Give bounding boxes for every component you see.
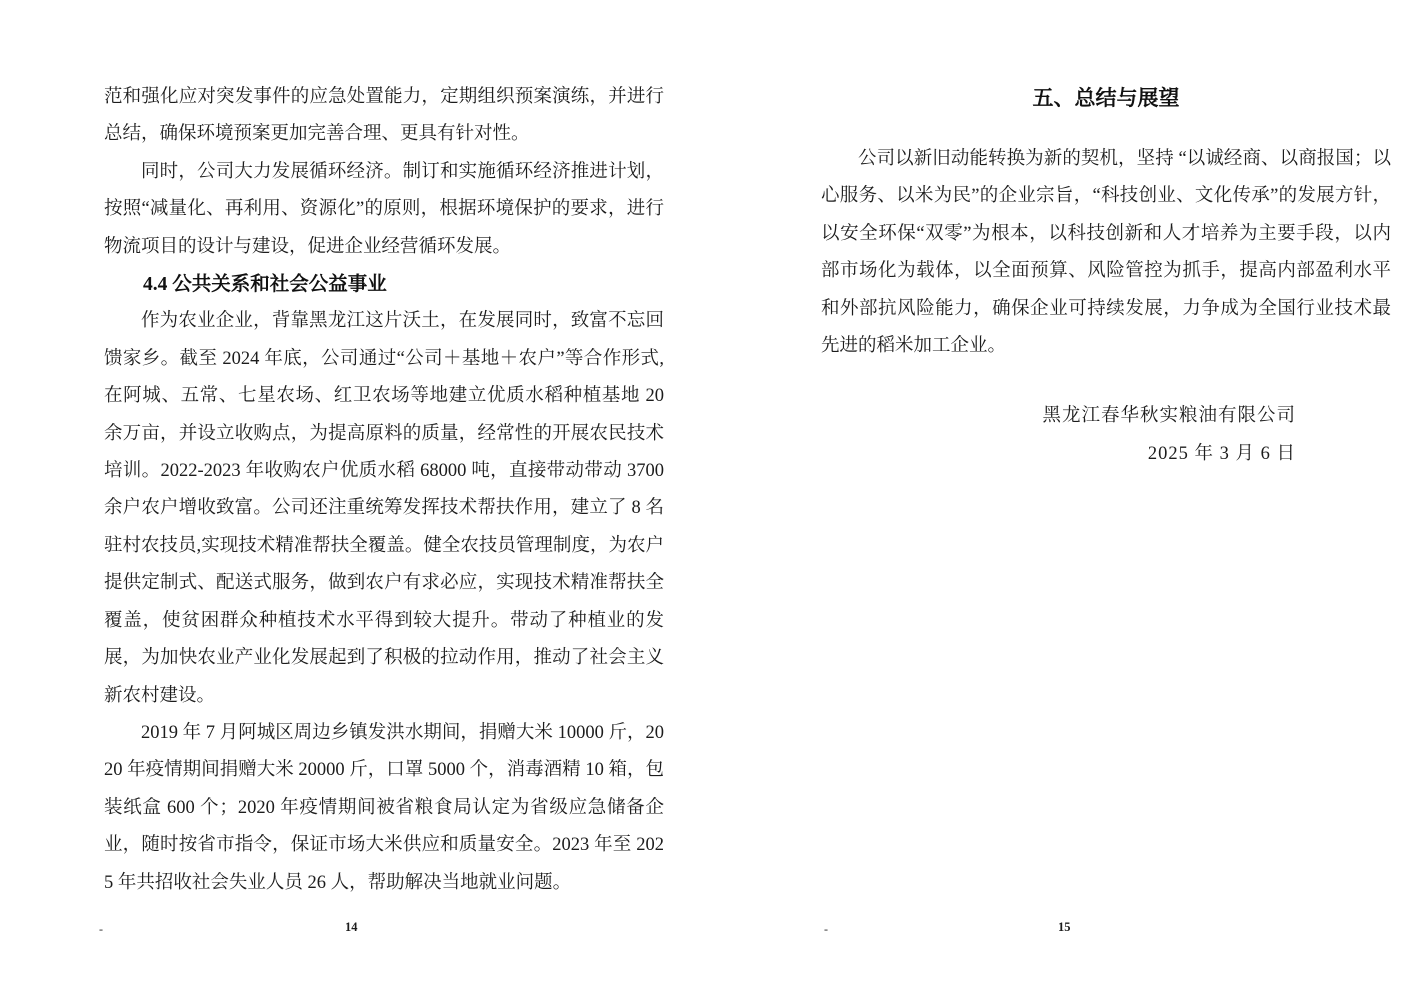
signature-block: [821, 398, 1391, 473]
paragraph-summary-outlook: 公司以新旧动能转换为新的契机，坚持 “以诚经商、以商报国；以心服务、以米为民”的企业宗旨，“科技创业、文化传承”的发展方针，以安全环保“双零”为根本，以科技创新和人才培养为主要手段，以内部市场化为载体，以全面预算、风险管控为抓手，提高内部盈利水平和外部抗风险能力，确保企业可持续发展，力争成为全国行业技术最先进的稻米加工企业。: [821, 149, 1391, 357]
page-15: [821, 79, 1391, 473]
signature-date: 2025 年 3 月 6 日: [1147, 443, 1296, 464]
page-number-15: 15: [1058, 920, 1071, 934]
chapter-heading-summary-outlook: 五、总结与展望: [1032, 87, 1180, 110]
paragraph-circular-economy: 同时，公司大力发展循环经济。制订和实施循环经济推进计划，按照“减量化、再利用、资源化”的原则，根据环境保护的要求，进行物流项目的设计与建设，促进企业经营循环发展。: [104, 161, 664, 257]
paragraph-donations: 2019 年 7 月阿城区周边乡镇发洪水期间，捐赠大米 10000 斤，2020 年疫情期间捐赠大米 20000 斤，口罩 5000 个，消毒酒精 10 箱，包装纸盒 600 个；2020 年疫情期间被省粮食局认定为省级应急储备企业，随时按省市指令，保证市场大米供应和质量安全。2023 年至 2025 年共招收社会失业人员 26 人，帮助解决当地就业问题。: [104, 722, 664, 893]
footer-dash-left: -: [99, 922, 103, 936]
signature-company-name: 黑龙江春华秋实粮油有限公司: [1042, 406, 1296, 427]
paragraph-agriculture-support: 作为农业企业，背靠黑龙江这片沃土，在发展同时，致富不忘回馈家乡。截至 2024 年底，公司通过“公司＋基地＋农户”等合作形式,在阿城、五常、七星农场、红卫农场等地建立优质水稻种植基地 20 余万亩，并设立收购点，为提高原料的质量，经常性的开展农民技术培训。2022-2023 年收购农户优质水稻 68000 吨，直接带动带动 3700 余户农户增收致富。公司还注重统筹发挥技术帮扶作用，建立了 8 名驻村农技员,实现技术精准帮扶全覆盖。健全农技员管理制度，为农户提供定制式、配送式服务，做到农户有求必应，实现技术精准帮扶全覆盖，使贫困群众种植技术水平得到较大提升。带动了种植业的发展，为加快农业产业化发展起到了积极的拉动作用，推动了社会主义新农村建设。: [104, 311, 664, 706]
page-number-14: 14: [345, 920, 358, 934]
section-heading-4-4: 4.4 公共关系和社会公益事业: [143, 274, 387, 296]
paragraph-environment-plan: 范和强化应对突发事件的应急处置能力，定期组织预案演练，并进行总结，确保环境预案更加完善合理、更具有针对性。: [104, 87, 664, 145]
page-14: [104, 79, 664, 902]
footer-dash-right: -: [824, 922, 828, 936]
